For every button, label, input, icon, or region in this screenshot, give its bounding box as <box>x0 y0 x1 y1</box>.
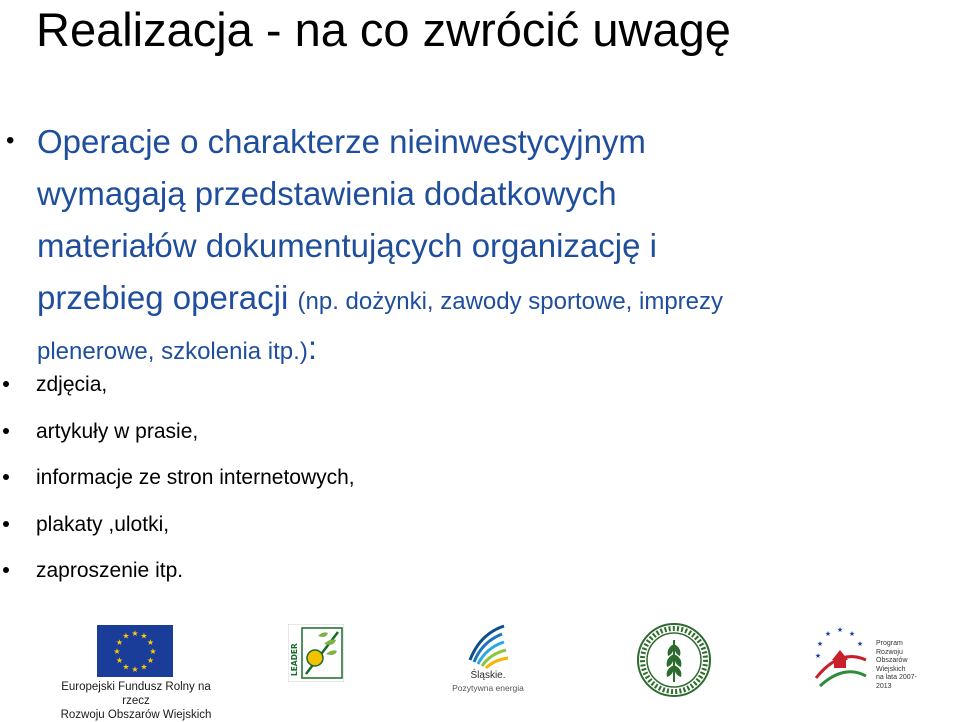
list-item-text: zaproszenie itp. <box>36 559 184 582</box>
main-point-line-5 <box>37 328 952 372</box>
main-point <box>37 116 952 372</box>
svg-text:★: ★ <box>146 656 155 665</box>
svg-text:★: ★ <box>131 629 139 638</box>
bullet-icon <box>3 567 9 573</box>
eu-fund-caption <box>50 680 222 722</box>
svg-text:★: ★ <box>115 638 124 647</box>
bullet-icon: • <box>6 127 15 154</box>
slaskie-logo <box>448 622 528 694</box>
slide-title: Realizacja - na co zwrócić uwagę <box>36 3 731 56</box>
list-item-text: plakaty ,ulotki, <box>36 512 170 536</box>
prow-logo <box>806 620 926 690</box>
main-point-line-4-big: przebieg operacji <box>37 279 289 316</box>
svg-text:★: ★ <box>122 631 130 641</box>
bullet-icon <box>3 381 9 387</box>
slaskie-wave-icon <box>448 622 528 670</box>
svg-text:★: ★ <box>131 665 139 674</box>
eu-flag-icon <box>97 625 173 677</box>
slaskie-name: Śląskie. <box>470 670 506 681</box>
eu-caption-line-1: Europejski Fundusz Rolny na rzecz <box>61 681 211 707</box>
leader-logo-icon <box>288 624 344 682</box>
logo-bar <box>0 610 960 721</box>
svg-text:★: ★ <box>146 638 155 647</box>
list-item-text: informacje ze stron internetowych, <box>36 466 355 489</box>
list-item-text: zdjęcia, <box>36 373 108 396</box>
main-point-line-5-text: plenerowe, szkolenia itp.) <box>37 338 308 365</box>
main-point-line-4 <box>37 272 952 328</box>
prow-program-text: Program Rozwoju Obszarów Wiejskich na lata 2007-2013 <box>876 640 917 690</box>
svg-text:★: ★ <box>149 647 157 656</box>
list-item-text: artykuły w prasie, <box>36 419 199 443</box>
svg-text:★: ★ <box>140 662 148 672</box>
svg-text:★: ★ <box>856 640 864 648</box>
main-point-line-2: wymagają przedstawienia dodatkowych <box>37 175 617 212</box>
main-point-line-3: materiałów dokumentujących organizację i <box>37 227 657 264</box>
bullet-icon <box>3 521 9 527</box>
main-point-line-4-small: (np. dożynki, zawody sportowe, imprezy <box>297 288 724 315</box>
bullet-icon <box>3 474 9 480</box>
svg-text:★: ★ <box>848 630 856 638</box>
svg-text:★: ★ <box>122 662 130 672</box>
svg-text:★: ★ <box>115 656 124 665</box>
svg-text:★: ★ <box>814 652 822 660</box>
main-point-colon: : <box>307 329 317 366</box>
bullet-icon <box>3 428 9 434</box>
eu-caption-line-2: Rozwoju Obszarów Wiejskich <box>60 709 212 721</box>
svg-text:★: ★ <box>824 630 832 638</box>
svg-text:★: ★ <box>836 626 844 634</box>
main-point-line-1: Operacje o charakterze nieinwestycyjnym <box>37 123 646 160</box>
prow-emblem-icon <box>806 620 874 690</box>
slaskie-slogan: Pozytywna energia <box>452 683 524 693</box>
svg-text:★: ★ <box>140 631 148 641</box>
svg-text:★: ★ <box>113 647 121 656</box>
ministry-seal-icon <box>636 622 712 698</box>
leader-logo-text: LEADER <box>290 643 299 676</box>
svg-text:★: ★ <box>816 640 824 648</box>
